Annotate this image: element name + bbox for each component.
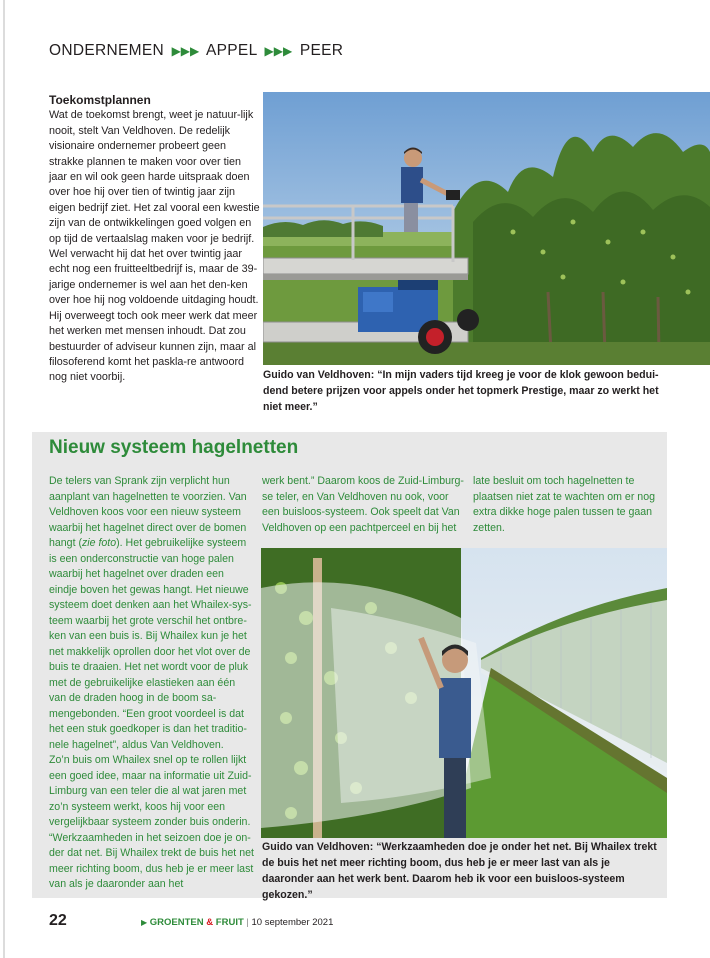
intro-paragraph: Hij overweegt toch ook meer werk dat meer het werken met mensen inhoudt. Dat zou bestuurder of adviseur kunnen zijn, maar al filosoferend komt het paskla-re antwoord nog niet voorbij. <box>49 309 258 384</box>
box-title: Nieuw systeem hagelnetten <box>49 437 299 458</box>
photo-caption: Guido van Veldhoven: “Werkzaamheden doe je onder het net. Bij Whailex trekt de buis het net meer richting boom, dus heb je er meer last van als je daaronder aan het werk bent. Daarom heb ik voor een buisloos-systeem gekozen.” <box>262 841 657 901</box>
brand-fruit: FRUIT <box>215 917 244 928</box>
brand-ampersand: & <box>206 917 214 928</box>
page-number: 22 <box>49 912 67 929</box>
intro-column <box>49 93 261 386</box>
footer-magazine <box>141 917 333 928</box>
intro-paragraph: Wat de toekomst brengt, weet je natuur-lijk nooit, stelt Van Veldhoven. De redelijk visionaire ondernemer probeert geen strakke plannen te maken voor over tien jaar en wil ook geen harde uitspraak doen over hoe hij over tien of twintig jaar zijn eigen bedrijf ziet. Het zal vooral een kwestie zijn van de ontwikkelingen goed volgen en op tijd de vertaalslag maken voor je bedrijf. <box>49 109 260 245</box>
triple-arrow-icon: ▶▶▶ <box>264 44 293 58</box>
box-paragraph: late besluit om toch hagelnetten te plaatsen niet zat te wachten om er nog extra dikke hoge palen tussen te gaan zetten. <box>473 475 655 534</box>
box-column-2 <box>262 474 467 536</box>
section-label-appel: APPEL <box>206 42 257 59</box>
orchard-platform-illustration <box>263 92 710 365</box>
issue-date: 10 september 2021 <box>251 917 334 928</box>
section-label-ondernemen: ONDERNEMEN <box>49 42 164 59</box>
text-run: ). Het gebruikelijke systeem is een onderconstructie van hoge palen waarbij het hagelnet over draden een eindje boven het gewas hangt. Het nieuwe systeem doet denken aan het Whailex-sys-teem waarbij het grote verschil het ontbre-ken van een buis is. Bij Whailex kun je het net makkelijk oprollen door het vlot over de buis te draaien. Het net wordt voor de pluk met de gebruikelijke elastieken aan één van de draden hoog in de boom sa-mengebonden. “Een groot voordeel is dat het een stuk goedkoper is dan het traditio-nele hagelnet”, aldus Van Veldhoven. <box>49 537 252 751</box>
text-run: De telers van Sprank zijn verplicht hun aanplant van hagelnetten te voorzien. Van Veldhoven koos voor een nieuw systeem waarbij het hagelnet direct over de bomen hangt ( <box>49 475 247 549</box>
footer-separator: | <box>246 917 249 928</box>
photo-hail-nets <box>261 548 667 838</box>
brand-groenten: GROENTEN <box>149 917 204 928</box>
text-run-italic: zie foto <box>81 537 117 549</box>
page-edge <box>3 0 5 958</box>
photo-caption: Guido van Veldhoven: “In mijn vaders tijd kreeg je voor de klok gewoon bedui-dend betere prijzen voor appels onder het topmerk Prestige, maar zo werkt het niet meer.” <box>263 369 659 413</box>
box-paragraph: werk bent.” Daarom koos de Zuid-Limburg-se teler, en Van Veldhoven nu ook, voor een buisloos-systeem. Ook speelt dat Van Veldhoven op een pachtperceel en bij het <box>262 475 464 534</box>
photo-orchard-platform <box>263 92 710 365</box>
triple-arrow-icon: ▶▶▶ <box>171 44 200 58</box>
section-label-peer: PEER <box>299 42 344 59</box>
intro-heading: Toekomstplannen <box>49 93 151 107</box>
box-paragraph <box>49 474 254 753</box>
play-arrow-icon: ▶ <box>141 918 148 927</box>
box-column-3 <box>473 474 663 536</box>
section-header <box>49 42 343 60</box>
hail-net-illustration <box>261 548 667 838</box>
box-paragraph: Zo’n buis om Whailex snel op te rollen lijkt een goed idee, maar na informatie uit Zuid-Limburg van een teler die al wat jaren met zo’n systeem werkt, koos hij voor een vergelijkbaar systeem zonder buis onderin. “Werkzaamheden in het seizoen doe je on-der dat net. Bij Whailex trekt de buis het net meer richting boom, dus heb je er meer last van als je daaronder aan het <box>49 754 254 890</box>
intro-paragraph: Wel verwacht hij dat het over twintig jaar echt nog een fruitteeltbedrijf is, maar de 39-jarige ondernemer is wel aan het den-ken over hoe hij nog voldoende uitdaging houdt. <box>49 248 259 307</box>
box-column-1 <box>49 474 254 893</box>
